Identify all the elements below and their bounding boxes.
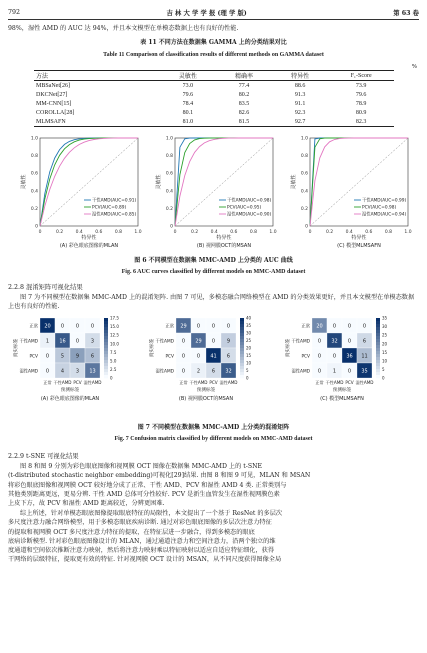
colorbar-segment xyxy=(376,348,380,351)
table-cell: 91.1 xyxy=(294,100,306,107)
fig6-title-cn: 图 6 不同模型在数据集 MMC-AMD 上分类的 AUC 曲线 xyxy=(134,257,293,264)
colorbar-segment xyxy=(376,342,380,345)
colorbar-segment xyxy=(104,345,108,348)
colorbar-tick: 0 xyxy=(382,375,385,381)
panel-caption: (C) 模型MLMSAFN xyxy=(337,243,381,249)
colorbar-tick: 30 xyxy=(246,330,252,336)
table-cell: 82.3 xyxy=(328,117,394,127)
x-tick-label: 0.8 xyxy=(384,230,392,235)
cell-value: 29 xyxy=(195,338,202,345)
colorbar-tick: 7.5 xyxy=(110,349,117,355)
cell-value: 0 xyxy=(226,323,231,330)
colorbar-segment xyxy=(376,339,380,342)
colorbar-segment xyxy=(376,336,380,339)
colorbar-segment xyxy=(240,348,244,351)
legend-entry: 湿性AMD(AUC=0.90) xyxy=(227,212,272,218)
legend-entry: 干性AMD(AUC=0.99) xyxy=(362,198,407,204)
x-tick-label: 0.6 xyxy=(95,230,103,235)
x-tick-label: 0.4 xyxy=(345,230,353,235)
text-line: 其他类别距离更远，更易分辨. 干性 AMD 总体可分性较好. PCV 是新生血管发生在湿性视网膜色素 xyxy=(8,490,280,498)
colorbar-segment xyxy=(376,351,380,354)
col-label: 干性AMD xyxy=(53,380,72,385)
cell-value: 13 xyxy=(89,368,96,375)
cell-value: 0 xyxy=(347,338,352,345)
cell-value: 0 xyxy=(45,368,50,375)
panel-caption: (C) 模型MLMSAFN xyxy=(320,396,364,402)
colorbar-segment xyxy=(240,354,244,357)
colorbar-segment xyxy=(240,339,244,342)
colorbar-segment xyxy=(104,336,108,339)
colorbar-tick: 30 xyxy=(382,324,388,330)
fig7-title-cn: 图 7 不同模型在数据集 MMC-AMD 上分类的混淆矩阵 xyxy=(137,424,290,431)
column-header: F₁-Score xyxy=(328,71,394,81)
legend-entry: PCV(AUC=0.98) xyxy=(362,205,397,211)
cell-value: 0 xyxy=(347,323,352,330)
table-cell: 80.2 xyxy=(238,91,250,98)
fig6-roc-curves xyxy=(0,130,427,255)
cell-value: 0 xyxy=(317,368,322,375)
x-tick-label: 0.8 xyxy=(114,230,122,235)
table-cell: 92.7 xyxy=(272,117,328,127)
y-tick-label: 0.2 xyxy=(300,206,308,212)
colorbar-segment xyxy=(104,351,108,354)
legend-entry: 干性AMD(AUC=0.91) xyxy=(92,198,137,204)
section-2-2-9-text xyxy=(8,462,419,508)
colorbar-segment xyxy=(240,318,244,321)
colorbar-segment xyxy=(240,369,244,372)
cell-value: 0 xyxy=(317,353,322,360)
colorbar-segment xyxy=(240,366,244,369)
table-header-row xyxy=(34,71,394,81)
cell-value: 0 xyxy=(90,323,95,330)
table-row xyxy=(34,90,394,99)
table-cell: MM-CNN[15] xyxy=(36,100,72,107)
colorbar-segment xyxy=(104,327,108,330)
panel-caption: (A) 彩色眼底图像的MLAN xyxy=(40,396,100,402)
col-label: 干性AMD xyxy=(325,380,344,385)
panel-caption: (B) 视网膜OCT的MSAN xyxy=(196,243,252,249)
colorbar-segment xyxy=(240,330,244,333)
col-label: 湿性AMD xyxy=(219,380,238,385)
panel-caption: (B) 视网膜OCT的MSAN xyxy=(178,396,234,402)
section-2-2-8-title: 2.2.8 混淆矩阵可视化结果 xyxy=(8,284,83,291)
colorbar-tick: 25 xyxy=(246,338,252,344)
cell-value: 0 xyxy=(347,368,352,375)
colorbar-segment xyxy=(104,321,108,324)
y-tick-label: 1.0 xyxy=(30,136,38,142)
colorbar-segment xyxy=(240,321,244,324)
table-cell: 81.0 xyxy=(160,117,216,127)
panel-caption: (A) 彩色眼底图像的MLAN xyxy=(59,243,119,249)
cell-value: 0 xyxy=(317,338,322,345)
colorbar-segment xyxy=(240,363,244,366)
table-row xyxy=(34,117,394,127)
x-tick-label: 0.2 xyxy=(56,230,64,235)
colorbar-tick: 12.5 xyxy=(110,332,119,338)
y-tick-label: 0.6 xyxy=(30,171,38,177)
table-cell: 82.6 xyxy=(238,109,250,116)
colorbar-tick: 5.0 xyxy=(110,358,117,364)
table-cell: 80.9 xyxy=(355,109,367,116)
colorbar-tick: 0 xyxy=(246,375,249,381)
x-tick-label: 0.4 xyxy=(210,230,218,235)
text-line: 底病诊断模型. 针对彩色眼底图像设计的 MLAN，通过通道注意力和空间注意力，沿两个独立的维 xyxy=(8,537,276,545)
y-tick-label: 0.8 xyxy=(30,154,38,160)
column-header: 方法 xyxy=(34,71,160,81)
row-label: 湿性AMD xyxy=(155,369,174,375)
x-axis-label: 预测标签 xyxy=(60,388,80,393)
text-line: 综上所述，针对单模态眼底图像提取眼底特征的局限性，本文提出了一个基于 ResNet 的多层次 xyxy=(20,510,283,517)
colorbar-tick: 15.0 xyxy=(110,324,119,330)
colorbar-tick: 15 xyxy=(382,349,388,355)
cell-value: 3 xyxy=(75,368,80,375)
colorbar-segment xyxy=(240,327,244,330)
cell-value: 0 xyxy=(75,323,80,330)
cell-value: 6 xyxy=(211,368,216,375)
table-cell: 80.1 xyxy=(182,109,194,116)
cell-value: 0 xyxy=(211,323,216,330)
legend-entry: 湿性AMD(AUC=0.94) xyxy=(362,212,407,218)
table-cell: 78.9 xyxy=(355,100,367,107)
colorbar-segment xyxy=(376,360,380,363)
colorbar-tick: 40 xyxy=(246,315,252,321)
cell-value: 2 xyxy=(196,368,201,375)
colorbar-tick: 20 xyxy=(246,345,252,351)
x-tick-label: 0.6 xyxy=(230,230,238,235)
colorbar-segment xyxy=(376,366,380,369)
table11-title-cn: 表 11 不同方法在数据集 GAMMA 上的分类结果对比 xyxy=(140,39,287,46)
row-label: 正常 xyxy=(165,324,174,330)
table-cell: 73.9 xyxy=(355,82,367,89)
cell-value: 29 xyxy=(180,323,187,330)
col-label: 正常 xyxy=(43,380,52,385)
col-label: 湿性AMD xyxy=(83,380,102,385)
y-tick-label: 0 xyxy=(35,224,38,230)
col-label: 干性AMD xyxy=(189,380,208,385)
col-label: PCV xyxy=(345,380,354,385)
table-cell: 78.4 xyxy=(182,100,194,107)
table-row xyxy=(34,81,394,91)
x-tick-label: 0.2 xyxy=(326,230,334,235)
x-axis-label: 预测标签 xyxy=(332,388,352,393)
cell-value: 0 xyxy=(60,323,65,330)
colorbar-tick: 0 xyxy=(110,375,113,381)
row-label: 干性AMD xyxy=(19,339,38,345)
text-line: 干网络的层级特征，提取更有效的特征. 针对视网膜 OCT 设计的 MSAN，从不同尺度获得图像全局 xyxy=(8,556,282,564)
colorbar-segment xyxy=(376,327,380,330)
y-tick-label: 0.6 xyxy=(300,171,308,177)
colorbar-tick: 35 xyxy=(382,315,388,321)
cell-value: 32 xyxy=(225,368,232,375)
y-tick-label: 0.4 xyxy=(300,189,308,195)
row-label: 干性AMD xyxy=(155,339,174,345)
running-header xyxy=(8,6,419,18)
colorbar-segment xyxy=(240,345,244,348)
colorbar-segment xyxy=(376,324,380,327)
colorbar-segment xyxy=(104,375,108,378)
table-row xyxy=(34,108,394,117)
y-tick-label: 0 xyxy=(170,224,173,230)
cell-value: 0 xyxy=(196,353,201,360)
colorbar-segment xyxy=(376,318,380,321)
cell-value: 36 xyxy=(346,353,353,360)
colorbar-segment xyxy=(240,351,244,354)
text-line: (t-distributed stochastic neighbor embedding)可视化[29]结果. 由图 8 和图 9 可见，MLAN 和 MSAN xyxy=(8,472,311,480)
legend-entry: 湿性AMD(AUC=0.85) xyxy=(92,212,137,218)
legend-entry: PCV(AUC=0.95) xyxy=(227,205,262,211)
colorbar-segment xyxy=(104,360,108,363)
y-axis-label: 真实标签 xyxy=(286,338,291,358)
colorbar-segment xyxy=(376,345,380,348)
cell-value: 0 xyxy=(332,353,337,360)
table-cell: 81.5 xyxy=(216,117,272,127)
x-tick-label: 1.0 xyxy=(134,230,142,235)
x-tick-label: 0.8 xyxy=(249,230,257,235)
col-label: PCV xyxy=(73,380,82,385)
section-2-2-9-title: 2.2.9 t-SNE 可视化结果 xyxy=(8,453,79,460)
x-tick-label: 0.2 xyxy=(191,230,199,235)
cell-value: 9 xyxy=(75,353,80,360)
y-tick-label: 1.0 xyxy=(165,136,173,142)
col-label: 正常 xyxy=(315,380,324,385)
colorbar-segment xyxy=(104,354,108,357)
y-axis-label: 灵敏性 xyxy=(291,174,297,190)
cell-value: 0 xyxy=(75,338,80,345)
cell-value: 1 xyxy=(332,368,337,375)
table-cell: MBSaNet[26] xyxy=(36,82,70,89)
colorbar-segment xyxy=(240,372,244,375)
table-cell: 73.0 xyxy=(182,82,194,89)
cell-value: 6 xyxy=(226,353,231,360)
column-header: 特异性 xyxy=(272,71,328,81)
colorbar-segment xyxy=(104,333,108,336)
colorbar-segment xyxy=(240,342,244,345)
y-tick-label: 0.8 xyxy=(300,154,308,160)
table-cell: 92.3 xyxy=(294,109,306,116)
cell-value: 0 xyxy=(181,368,186,375)
cell-value: 20 xyxy=(316,323,323,330)
table-cell: 79.6 xyxy=(355,91,367,98)
cell-value: 16 xyxy=(59,338,66,345)
colorbar-segment xyxy=(104,363,108,366)
colorbar-segment xyxy=(240,324,244,327)
table11 xyxy=(34,70,394,127)
colorbar-segment xyxy=(104,357,108,360)
colorbar-segment xyxy=(240,375,244,378)
column-header: 精确率 xyxy=(216,71,272,81)
y-tick-label: 0.4 xyxy=(30,189,38,195)
cell-value: 0 xyxy=(362,323,367,330)
y-tick-label: 1.0 xyxy=(300,136,308,142)
y-tick-label: 0.6 xyxy=(165,171,173,177)
cell-value: 0 xyxy=(196,323,201,330)
row-label: 湿性AMD xyxy=(19,369,38,375)
x-axis-label: 特异性 xyxy=(351,235,367,241)
colorbar-segment xyxy=(104,339,108,342)
y-axis-label: 灵敏性 xyxy=(156,174,162,190)
y-axis-label: 灵敏性 xyxy=(21,174,27,190)
colorbar-segment xyxy=(376,321,380,324)
section-2-2-8-text: 图 7 为不同模型在数据集 MMC-AMD 上的混淆矩阵. 由图 7 可见，多模态融合网络模型在 AMD 的分类效果更好，并且本文模型在单模态数据上也有良好的性能. xyxy=(8,294,415,311)
x-tick-label: 0 xyxy=(173,230,177,235)
header-rule xyxy=(8,19,419,20)
fig7-title-en: Fig. 7 Confusion matrix classified by different models on MMC-AMD dataset xyxy=(114,436,313,442)
col-label: PCV xyxy=(209,380,218,385)
row-label: PCV xyxy=(301,354,310,360)
x-tick-label: 0 xyxy=(308,230,312,235)
table-row xyxy=(34,99,394,108)
col-label: 正常 xyxy=(179,380,188,385)
table-cell: 77.4 xyxy=(238,82,250,89)
y-tick-label: 0.8 xyxy=(165,154,173,160)
colorbar-segment xyxy=(104,318,108,321)
row-label: PCV xyxy=(29,354,38,360)
colorbar-segment xyxy=(104,369,108,372)
y-tick-label: 0 xyxy=(305,224,308,230)
colorbar-tick: 35 xyxy=(246,323,252,329)
cell-value: 11 xyxy=(361,353,368,360)
colorbar-segment xyxy=(240,357,244,360)
cell-value: 0 xyxy=(332,323,337,330)
table11-title-en: Table 11 Comparison of classification results of different methods on GAMMA dataset xyxy=(103,52,324,58)
col-label: 湿性AMD xyxy=(355,380,374,385)
y-axis-label: 真实标签 xyxy=(150,338,155,358)
cell-value: 1 xyxy=(45,338,50,345)
cell-value: 6 xyxy=(90,353,95,360)
y-tick-label: 0.2 xyxy=(165,206,173,212)
colorbar-segment xyxy=(240,360,244,363)
row-label: 正常 xyxy=(29,324,38,330)
colorbar-tick: 5 xyxy=(382,367,385,373)
x-tick-label: 0.6 xyxy=(365,230,373,235)
colorbar-segment xyxy=(376,354,380,357)
legend-entry: 干性AMD(AUC=0.98) xyxy=(227,198,272,204)
page-number: 792 xyxy=(8,8,21,16)
colorbar-tick: 5 xyxy=(246,368,249,374)
colorbar-tick: 10 xyxy=(246,360,252,366)
colorbar-segment xyxy=(376,375,380,378)
x-tick-label: 1.0 xyxy=(404,230,412,235)
colorbar-tick: 10 xyxy=(382,358,388,364)
x-axis-label: 预测标签 xyxy=(196,388,216,393)
y-tick-label: 0.2 xyxy=(30,206,38,212)
cell-value: 5 xyxy=(60,353,65,360)
row-label: 正常 xyxy=(301,324,310,330)
colorbar-segment xyxy=(104,348,108,351)
text-line: 的提取和视网膜 OCT 多尺度注意力特征的提取，在特征层进一步融合，得到多模态的眼底 xyxy=(8,528,255,536)
y-tick-label: 0.4 xyxy=(165,189,173,195)
text-line: 多尺度注意力融合网络模型，用于多模态眼底疾病诊断. 通过对彩色眼底图像的多层次注意力特征 xyxy=(8,519,272,527)
colorbar-segment xyxy=(376,330,380,333)
colorbar-segment xyxy=(376,333,380,336)
colorbar-tick: 10.0 xyxy=(110,341,119,347)
colorbar-segment xyxy=(104,330,108,333)
colorbar-tick: 17.5 xyxy=(110,315,119,321)
legend-entry: PCV(AUC=0.89) xyxy=(92,205,127,211)
colorbar-tick: 15 xyxy=(246,353,252,359)
table11-unit: % xyxy=(411,64,417,70)
cell-value: 4 xyxy=(60,368,65,375)
table-cell: COROLLA[28] xyxy=(36,109,75,116)
table-cell: 88.6 xyxy=(294,82,306,89)
table-cell: DKCNet[27] xyxy=(36,91,68,98)
journal-name: 吉 林 大 学 学 报 (理 学 版) xyxy=(166,9,247,17)
table-cell: 79.6 xyxy=(182,91,194,98)
summary-paragraph xyxy=(8,509,419,565)
text-line: 将彩色眼底图像和视网膜 OCT 较好地分成了正常、干性 AMD、PCV 和湿性 AMD 4 类. 正常类别与 xyxy=(8,481,287,489)
fig6-title-en: Fig. 6 AUC curves classified by different models on MMC-AMD dataset xyxy=(121,269,306,275)
colorbar-segment xyxy=(104,324,108,327)
volume: 第 63 卷 xyxy=(393,9,419,17)
row-label: PCV xyxy=(165,354,174,360)
x-tick-label: 0 xyxy=(38,230,42,235)
colorbar-segment xyxy=(240,336,244,339)
colorbar-segment xyxy=(104,372,108,375)
colorbar-segment xyxy=(240,333,244,336)
colorbar-segment xyxy=(376,372,380,375)
cell-value: 0 xyxy=(181,338,186,345)
x-axis-label: 特异性 xyxy=(81,235,97,241)
intro-line: 98%，湿性 AMD 的 AUC 达 94%，并且本文模型在单模态数据上也有良好的性能. xyxy=(8,25,239,32)
colorbar-segment xyxy=(104,342,108,345)
y-axis-label: 真实标签 xyxy=(14,338,19,358)
colorbar-tick: 2.5 xyxy=(110,367,117,373)
x-axis-label: 特异性 xyxy=(216,235,232,241)
table-cell: MLMSAFN xyxy=(34,117,160,127)
colorbar-tick: 20 xyxy=(382,341,388,347)
cell-value: 3 xyxy=(90,338,95,345)
text-line: 图 8 和图 9 分别为彩色眼底图像和视网膜 OCT 图像在数据集 MMC-AMD 上的 t-SNE xyxy=(20,463,263,470)
cell-value: 6 xyxy=(362,338,367,345)
colorbar-segment xyxy=(376,369,380,372)
cell-value: 0 xyxy=(45,353,50,360)
cell-value: 0 xyxy=(181,353,186,360)
x-tick-label: 1.0 xyxy=(269,230,277,235)
colorbar-segment xyxy=(104,366,108,369)
cell-value: 41 xyxy=(210,353,217,360)
colorbar-segment xyxy=(376,357,380,360)
colorbar-segment xyxy=(376,363,380,366)
cell-value: 9 xyxy=(226,338,231,345)
text-line: 上皮下方，故 PCV 和湿性 AMD 距离较近，分辨更困难. xyxy=(8,500,165,508)
text-line: 度通道和空间依次推断注意力映射，然后将注意力映射乘以特征映射以适应自适应特征细化，获得 xyxy=(8,547,275,555)
row-label: 湿性AMD xyxy=(291,369,310,375)
cell-value: 32 xyxy=(331,338,338,345)
cell-value: 20 xyxy=(44,323,51,330)
fig7-confusion-matrices xyxy=(0,314,427,422)
column-header: 灵敏性 xyxy=(160,71,216,81)
cell-value: 35 xyxy=(361,368,368,375)
cell-value: 0 xyxy=(211,338,216,345)
x-tick-label: 0.4 xyxy=(75,230,83,235)
row-label: 干性AMD xyxy=(291,339,310,345)
table-cell: 91.3 xyxy=(294,91,306,98)
colorbar-tick: 25 xyxy=(382,332,388,338)
table-cell: 83.5 xyxy=(238,100,250,107)
